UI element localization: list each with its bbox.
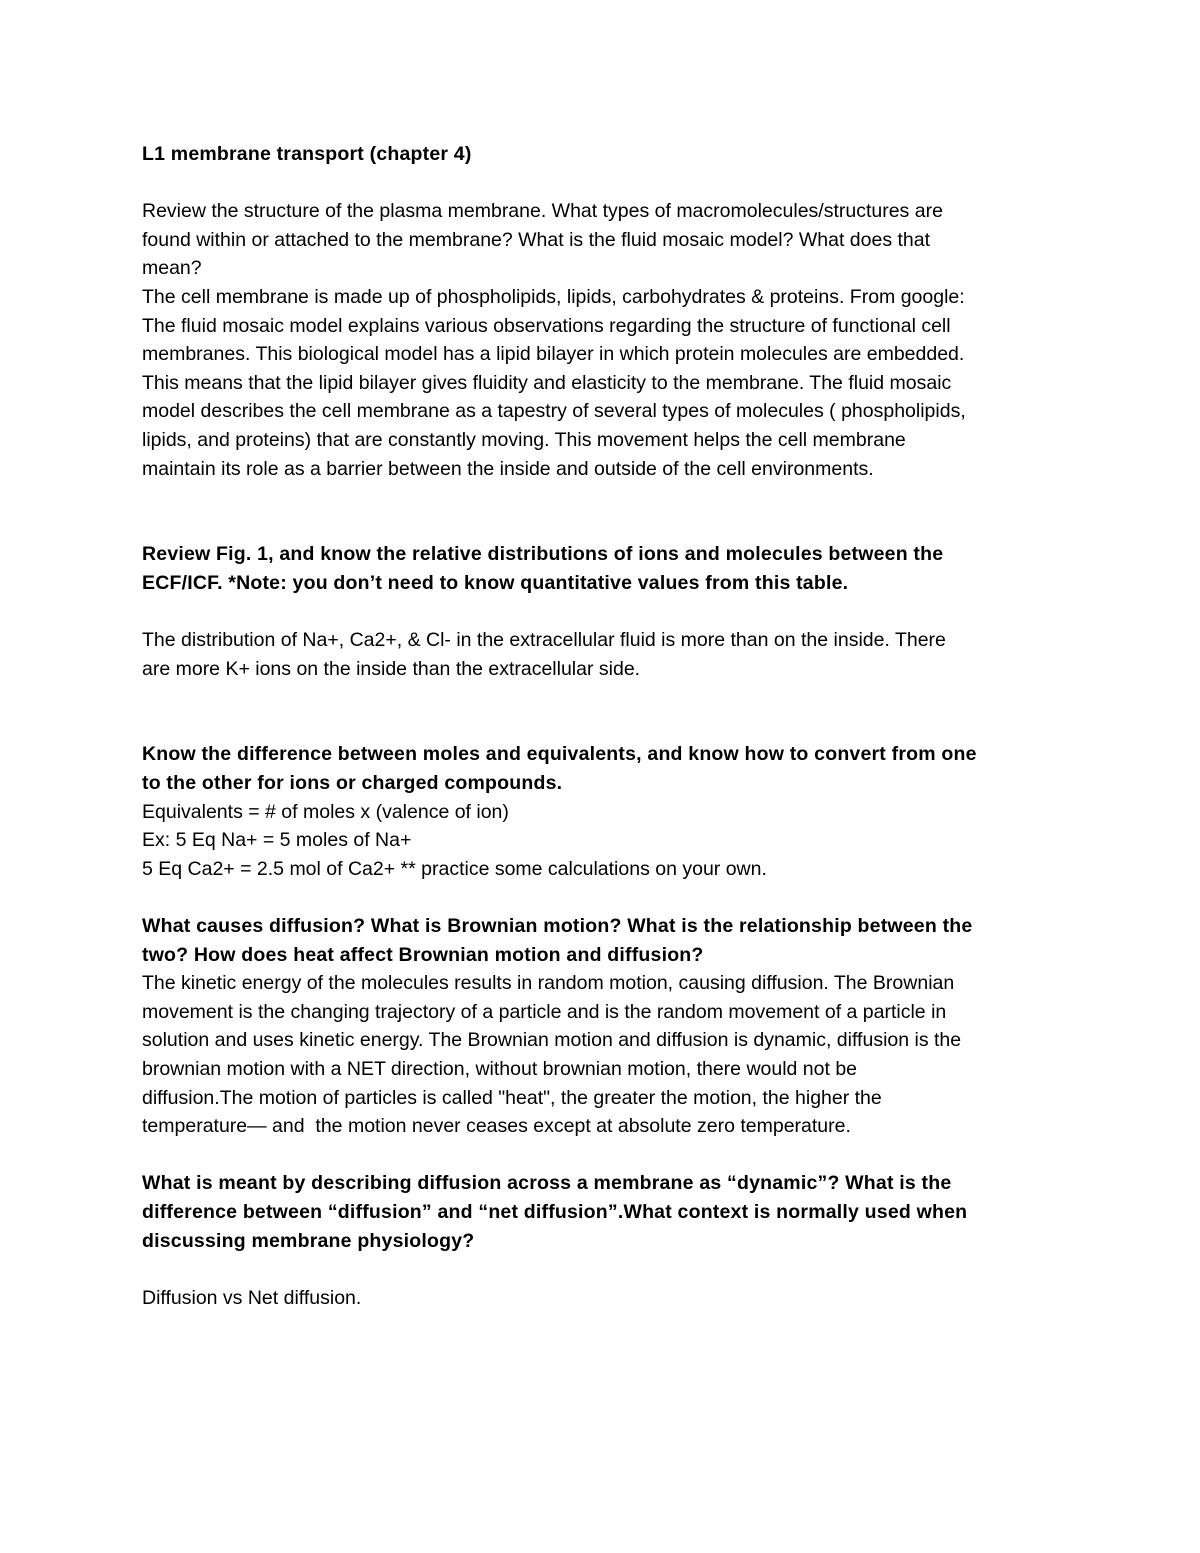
question-heading: Know the difference between moles and equivalents, and know how to convert from one: [142, 743, 977, 766]
spacer: [142, 483, 1067, 512]
question-heading: difference between “diffusion” and “net diffusion”.What context is normally used when: [142, 1200, 968, 1223]
question-line: found within or attached to the membrane? What is the fluid mosaic model? What does that: [142, 228, 931, 251]
spacer: [142, 712, 1067, 741]
answer-line: movement is the changing trajectory of a particle and is the random movement of a particle in: [142, 1000, 947, 1023]
document-page: [142, 140, 1067, 1312]
answer-line: 5 Eq Ca2+ = 2.5 mol of Ca2+ ** practice some calculations on your own.: [142, 857, 767, 880]
document-title: L1 membrane transport (chapter 4): [142, 143, 472, 165]
answer-line: This means that the lipid bilayer gives fluidity and elasticity to the membrane. The fluid mosaic: [142, 371, 952, 394]
question-heading: What is meant by describing diffusion across a membrane as “dynamic”? What is the: [142, 1172, 952, 1195]
answer-line: Equivalents = # of moles x (valence of ion): [142, 800, 509, 823]
question-heading: What causes diffusion? What is Brownian motion? What is the relationship between the: [142, 915, 973, 938]
answer-line: The distribution of Na+, Ca2+, & Cl- in the extracellular fluid is more than on the inside. There: [142, 629, 946, 652]
question-heading: two? How does heat affect Brownian motion and diffusion?: [142, 943, 704, 966]
spacer: [142, 883, 1067, 912]
question-heading: Review Fig. 1, and know the relative distributions of ions and molecules between the: [142, 543, 944, 566]
question-line: mean?: [142, 257, 202, 280]
answer-line: diffusion.The motion of particles is called "heat", the greater the motion, the higher the: [142, 1086, 882, 1109]
answer-line: brownian motion with a NET direction, without brownian motion, there would not be: [142, 1058, 858, 1080]
answer-line: Ex: 5 Eq Na+ = 5 moles of Na+: [142, 829, 412, 852]
answer-line: lipids, and proteins) that are constantly moving. This movement helps the cell membrane: [142, 428, 906, 451]
section-ion-distribution: [142, 540, 1067, 683]
question-heading: discussing membrane physiology?: [142, 1229, 475, 1252]
spacer: [142, 169, 1067, 198]
answer-line: temperature— and the motion never ceases except at absolute zero temperature.: [142, 1115, 851, 1138]
answer-line: maintain its role as a barrier between the inside and outside of the cell environments.: [142, 457, 874, 480]
answer-line: The fluid mosaic model explains various observations regarding the structure of functional cell: [142, 314, 951, 337]
answer-line: solution and uses kinetic energy. The Brownian motion and diffusion is dynamic, diffusion is the: [142, 1029, 962, 1052]
answer-line: model describes the cell membrane as a tapestry of several types of molecules ( phospholipids,: [142, 400, 966, 423]
spacer: [142, 1255, 1067, 1284]
answer-line: The cell membrane is made up of phospholipids, lipids, carbohydrates & proteins. From google:: [142, 285, 965, 308]
question-heading: ECF/ICF. *Note: you don’t need to know quantitative values from this table.: [142, 571, 849, 594]
answer-line: membranes. This biological model has a lipid bilayer in which protein molecules are embedded.: [142, 343, 965, 366]
question-heading: to the other for ions or charged compounds.: [142, 772, 563, 795]
section-diffusion-brownian: [142, 912, 1067, 1141]
section-moles-equivalents: [142, 740, 1067, 883]
question-line: Review the structure of the plasma membrane. What types of macromolecules/structures are: [142, 200, 943, 223]
spacer: [142, 683, 1067, 712]
spacer: [142, 512, 1067, 541]
section-dynamic-diffusion: [142, 1169, 1067, 1312]
spacer: [142, 598, 1067, 627]
spacer: [142, 1141, 1067, 1170]
answer-line: The kinetic energy of the molecules results in random motion, causing diffusion. The Brownian: [142, 972, 955, 995]
section-plasma-membrane: [142, 197, 1067, 483]
answer-line: are more K+ ions on the inside than the extracellular side.: [142, 657, 641, 680]
answer-line: Diffusion vs Net diffusion.: [142, 1286, 362, 1309]
